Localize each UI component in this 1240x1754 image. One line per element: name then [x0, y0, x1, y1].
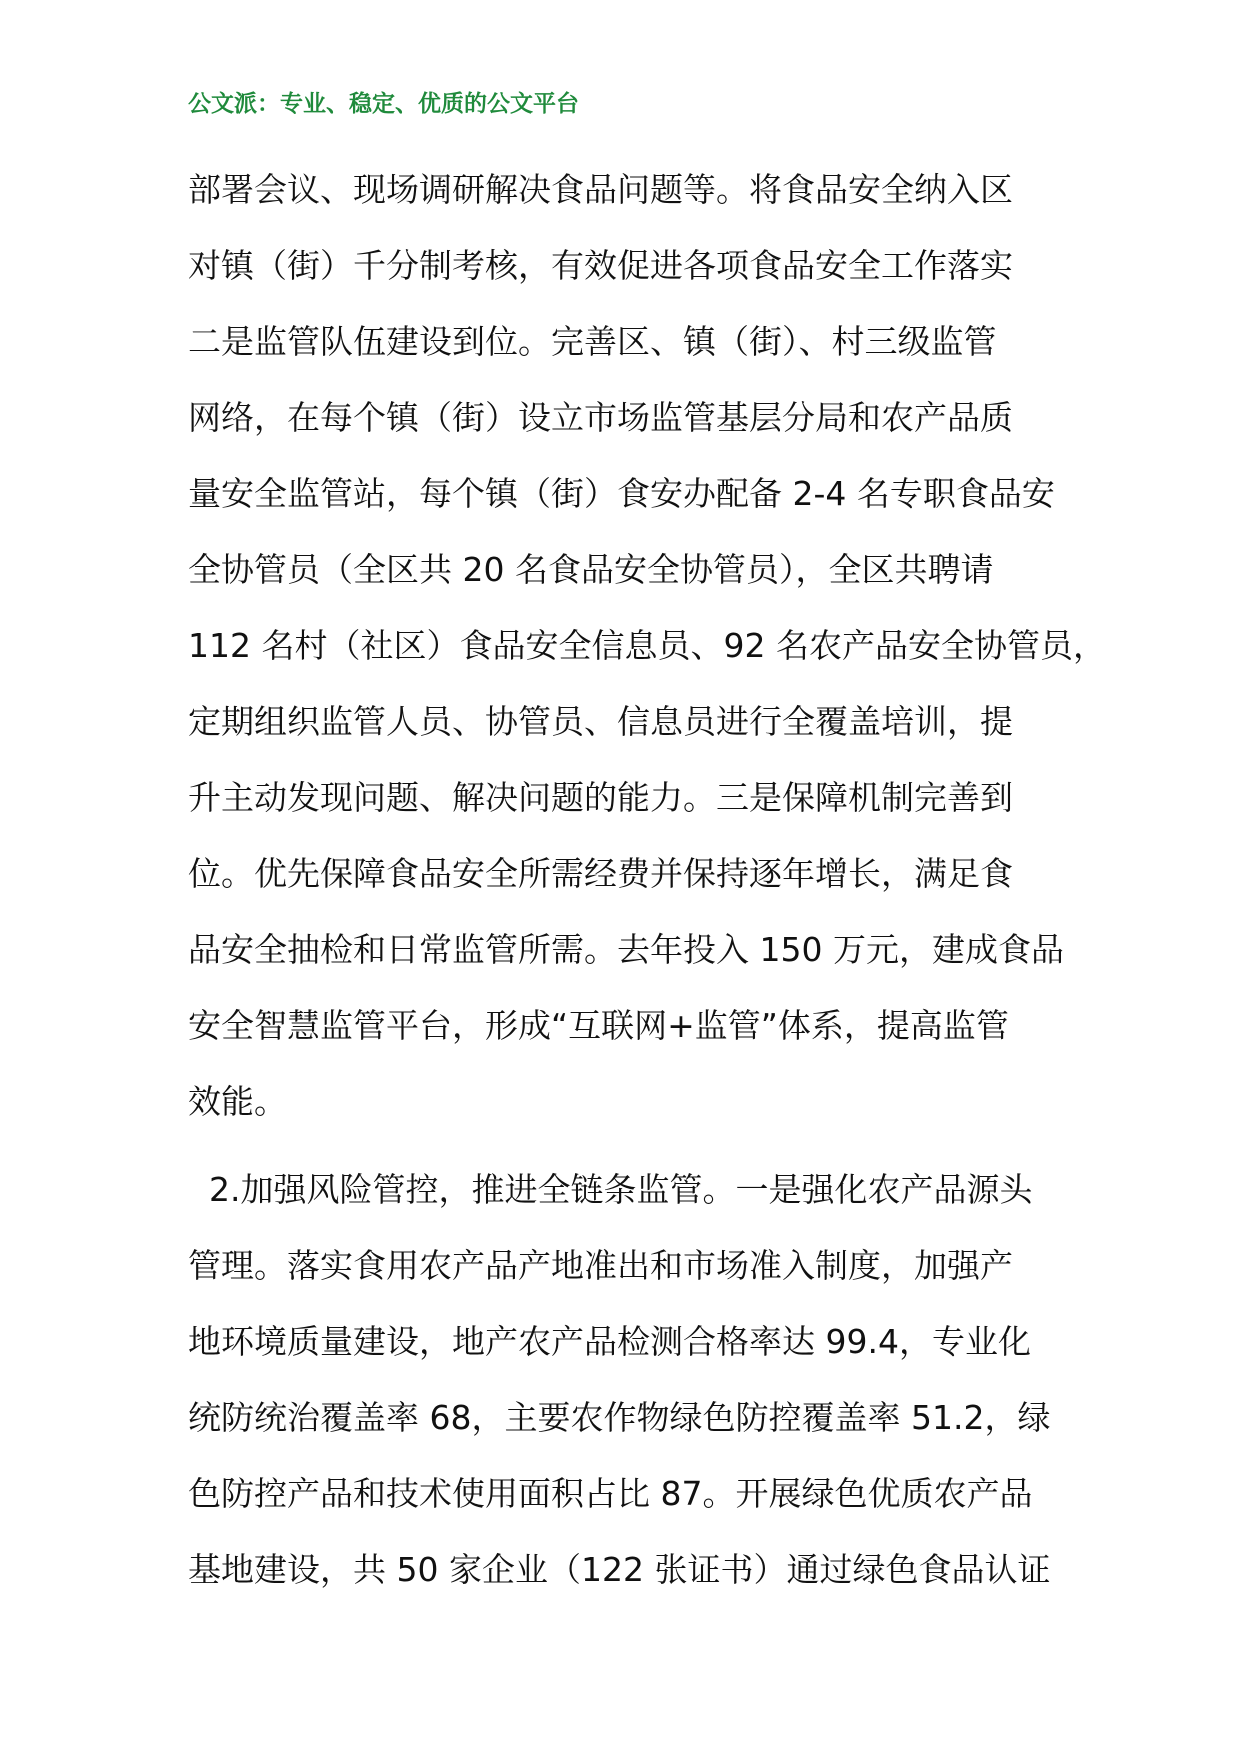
paragraph-2 [188, 1152, 1068, 1608]
text-line: 全协管员（全区共 20 名食品安全协管员），全区共聘请 [188, 550, 994, 589]
text-line: 二是监管队伍建设到位。完善区、镇（街）、村三级监管 [188, 322, 997, 361]
text-line: 位。优先保障食品安全所需经费并保持逐年增长，满足食 [188, 854, 1013, 893]
text-line: 量安全监管站，每个镇（街）食安办配备 2-4 名专职食品安 [188, 474, 1055, 513]
text-line: 对镇（街）千分制考核，有效促进各项食品安全工作落实 [188, 246, 1013, 285]
text-line: 升主动发现问题、解决问题的能力。三是保障机制完善到 [188, 778, 1013, 817]
text-line: 地环境质量建设，地产农产品检测合格率达 99.4，专业化 [188, 1322, 1031, 1361]
text-line: 统防统治覆盖率 68，主要农作物绿色防控覆盖率 51.2，绿 [188, 1398, 1051, 1437]
text-line: 112 名村（社区）食品安全信息员、92 名农产品安全协管员， [188, 626, 1106, 665]
text-line: 网络，在每个镇（街）设立市场监管基层分局和农产品质 [188, 398, 1013, 437]
text-line: 2.加强风险管控，推进全链条监管。一是强化农产品源头 [188, 1170, 1033, 1209]
text-line: 管理。落实食用农产品产地准出和市场准入制度，加强产 [188, 1246, 1013, 1285]
text-line: 基地建设，共 50 家企业（122 张证书）通过绿色食品认证 [188, 1550, 1051, 1589]
text-line: 定期组织监管人员、协管员、信息员进行全覆盖培训，提 [188, 702, 1013, 741]
text-line: 效能。 [188, 1082, 287, 1121]
text-line: 部署会议、现场调研解决食品问题等。将食品安全纳入区 [188, 170, 1013, 209]
text-line: 安全智慧监管平台，形成“互联网+监管”体系，提高监管 [188, 1006, 1009, 1045]
text-line: 品安全抽检和日常监管所需。去年投入 150 万元，建成食品 [188, 930, 1064, 969]
text-line: 色防控产品和技术使用面积占比 87。开展绿色优质农产品 [188, 1474, 1033, 1513]
paragraph-1 [188, 152, 1106, 1140]
page-header: 公文派：专业、稳定、优质的公文平台 [188, 90, 579, 117]
